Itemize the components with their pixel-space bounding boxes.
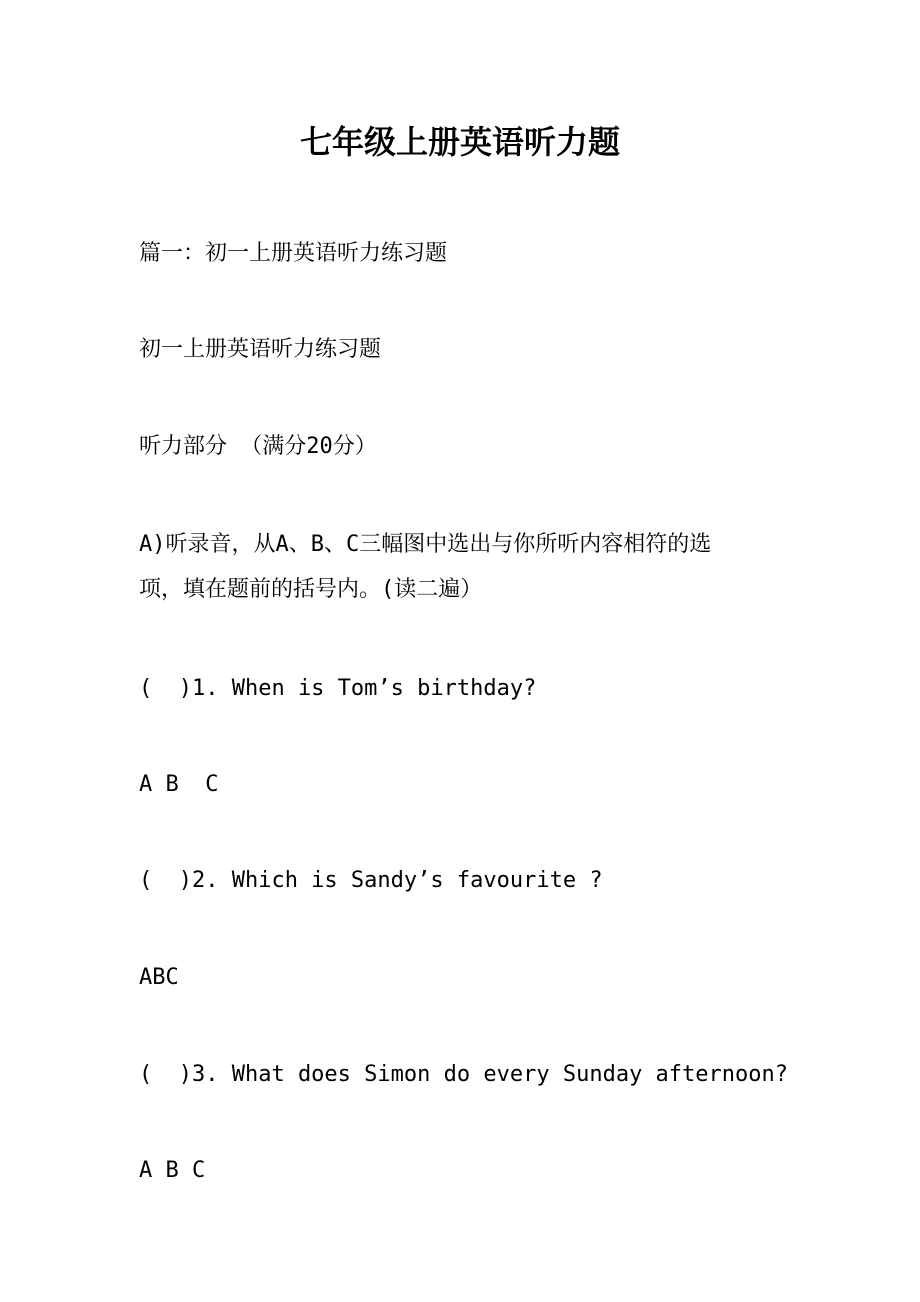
question-2-text: ( )2. Which is Sandy’s favourite ? [139, 868, 603, 893]
subtitle: 初一上册英语听力练习题 [139, 337, 382, 362]
question-1-text: ( )1. When is Tom’s birthday? [139, 676, 537, 701]
document-title: 七年级上册英语听力题 [299, 123, 620, 161]
question-3-text: ( )3. What does Simon do every Sunday afternoon? [139, 1062, 789, 1087]
question-3-options: A B C [139, 1158, 206, 1183]
instruction-line-1: A)听录音，从A、B、C三幅图中选出与你所听内容相符的选 [139, 532, 712, 557]
section-heading: 篇一：初一上册英语听力练习题 [139, 241, 448, 266]
question-2-options: ABC [139, 965, 179, 990]
instruction-paragraph [139, 522, 799, 612]
question-1-options: A B C [139, 772, 219, 797]
listening-part-heading: 听力部分 （满分20分） [139, 434, 377, 459]
instruction-line-2: 项，填在题前的括号内。(读二遍） [139, 577, 483, 602]
